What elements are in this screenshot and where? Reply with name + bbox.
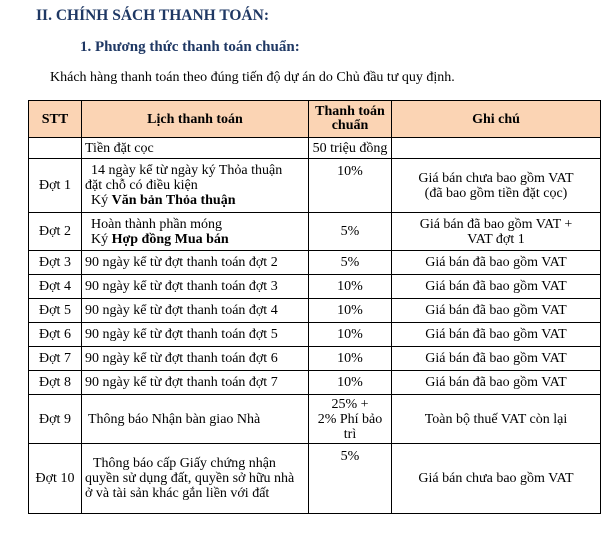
section-heading: II. CHÍNH SÁCH THANH TOÁN: [36, 7, 269, 24]
cell-stt: Đợt 7 [29, 347, 82, 371]
cell-note [392, 159, 601, 213]
table-header-row [29, 101, 601, 138]
header-note: Ghi chú [392, 101, 601, 138]
schedule-sign-text: Ký [91, 231, 112, 247]
cell-payment: 10% [309, 299, 392, 323]
cell-note: Giá bán đã bao gồm VAT [392, 275, 601, 299]
cell-note: Giá bán đã bao gồm VAT [392, 323, 601, 347]
table-row [29, 347, 601, 371]
payment-schedule-table [28, 100, 601, 514]
cell-payment [309, 395, 392, 444]
header-standard-payment-line1: Thanh toán [315, 104, 385, 119]
schedule-line: Thông báo cấp Giấy chứng nhận [93, 456, 276, 471]
cell-note: Giá bán đã bao gồm VAT [392, 347, 601, 371]
cell-schedule: 90 ngày kể từ đợt thanh toán đợt 6 [82, 347, 309, 371]
table-row [29, 323, 601, 347]
payment-line: trì [343, 426, 357, 442]
cell-stt: Đợt 1 [29, 159, 82, 213]
table-row [29, 395, 601, 444]
table-row [29, 275, 601, 299]
cell-stt: Đợt 3 [29, 251, 82, 275]
cell-payment: 50 triệu đồng [309, 138, 392, 159]
cell-note: Giá bán đã bao gồm VAT [392, 251, 601, 275]
cell-stt: Đợt 4 [29, 275, 82, 299]
header-stt: STT [29, 101, 82, 138]
table-row [29, 138, 601, 159]
subsection-heading: 1. Phương thức thanh toán chuẩn: [80, 39, 300, 55]
cell-payment: 10% [309, 371, 392, 395]
cell-payment: 5% [309, 213, 392, 251]
schedule-line: đặt chỗ có điều kiện [85, 178, 198, 193]
table-row [29, 159, 601, 213]
cell-schedule: 90 ngày kể từ đợt thanh toán đợt 5 [82, 323, 309, 347]
schedule-document-name: Văn bản Thỏa thuận [111, 193, 236, 208]
cell-payment: 10% [309, 323, 392, 347]
cell-schedule: 90 ngày kể từ đợt thanh toán đợt 2 [82, 251, 309, 275]
cell-stt: Đợt 5 [29, 299, 82, 323]
cell-stt: Đợt 6 [29, 323, 82, 347]
schedule-document-name: Hợp đồng Mua bán [111, 231, 229, 247]
cell-stt: Đợt 10 [29, 444, 82, 514]
cell-stt: Đợt 2 [29, 213, 82, 251]
table-row [29, 299, 601, 323]
table-row [29, 251, 601, 275]
note-line: Giá bán chưa bao gồm VAT [418, 170, 574, 186]
cell-schedule: Tiền đặt cọc [82, 138, 309, 159]
cell-schedule: 90 ngày kể từ đợt thanh toán đợt 7 [82, 371, 309, 395]
table-row [29, 444, 601, 514]
cell-stt: Đợt 9 [29, 395, 82, 444]
schedule-line [85, 232, 305, 247]
intro-text: Khách hàng thanh toán theo đúng tiến độ dự án do Chủ đầu tư quy định. [50, 70, 455, 85]
note-line: VAT đợt 1 [467, 231, 525, 247]
cell-schedule: 90 ngày kể từ đợt thanh toán đợt 3 [82, 275, 309, 299]
schedule-sign-text: Ký [91, 193, 112, 208]
header-schedule: Lịch thanh toán [82, 101, 309, 138]
payment-line: 2% Phí bảo [317, 411, 383, 427]
table-row [29, 213, 601, 251]
cell-schedule: 90 ngày kể từ đợt thanh toán đợt 4 [82, 299, 309, 323]
schedule-line [85, 193, 305, 208]
schedule-line: quyền sử dụng đất, quyền sở hữu nhà [85, 471, 295, 486]
cell-schedule [82, 159, 309, 213]
cell-schedule [82, 213, 309, 251]
note-line: Giá bán đã bao gồm VAT + [419, 216, 573, 232]
cell-note: Giá bán đã bao gồm VAT [392, 371, 601, 395]
cell-note: Toàn bộ thuế VAT còn lại [392, 395, 601, 444]
cell-stt [29, 138, 82, 159]
cell-payment: 5% [309, 444, 392, 514]
schedule-line: 14 ngày kể từ ngày ký Thỏa thuận [91, 163, 283, 178]
cell-payment: 10% [309, 347, 392, 371]
header-standard-payment [309, 101, 392, 138]
cell-payment: 5% [309, 251, 392, 275]
cell-payment: 10% [309, 275, 392, 299]
note-line: (đã bao gồm tiền đặt cọc) [424, 185, 568, 201]
table-row [29, 371, 601, 395]
cell-stt: Đợt 8 [29, 371, 82, 395]
cell-note [392, 213, 601, 251]
cell-schedule [82, 444, 309, 514]
cell-note: Giá bán chưa bao gồm VAT [392, 444, 601, 514]
payment-line: 25% + [331, 396, 369, 412]
schedule-line: Hoàn thành phần móng [91, 216, 223, 232]
cell-schedule: Thông báo Nhận bàn giao Nhà [82, 395, 309, 444]
cell-note [392, 138, 601, 159]
cell-payment: 10% [309, 159, 392, 213]
schedule-line: ở và tài sản khác gắn liền với đất [85, 486, 270, 501]
header-standard-payment-line2: chuẩn [331, 118, 369, 133]
cell-note: Giá bán đã bao gồm VAT [392, 299, 601, 323]
